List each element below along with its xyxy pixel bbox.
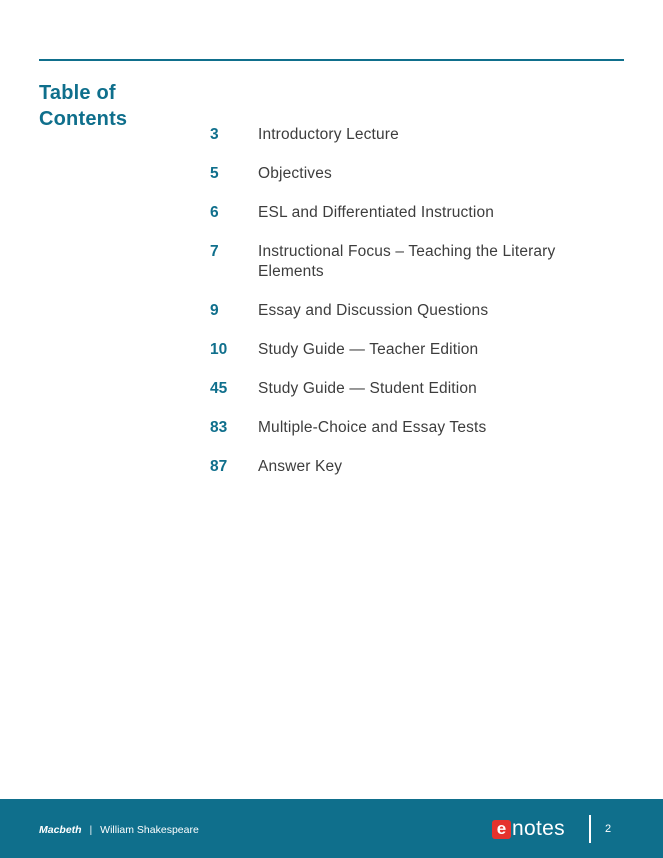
- toc-entry-title: Study Guide — Teacher Edition: [258, 341, 479, 358]
- toc-entry-title: Study Guide — Student Edition: [258, 380, 477, 397]
- toc-page-number: 10: [210, 341, 228, 358]
- footer-book-info: [39, 823, 199, 837]
- toc-entry-title: Multiple-Choice and Essay Tests: [258, 419, 487, 436]
- toc-page-number: 45: [210, 380, 228, 397]
- footer-author: William Shakespeare: [100, 824, 199, 836]
- toc-entry-title: Answer Key: [258, 458, 343, 475]
- toc-entry-title: ESL and Differentiated Instruction: [258, 204, 495, 221]
- toc-entry[interactable]: [210, 202, 610, 223]
- toc-entry[interactable]: [210, 300, 610, 321]
- toc-entry[interactable]: [210, 339, 610, 360]
- toc-entry[interactable]: [210, 241, 610, 282]
- enotes-logo-text: notes: [512, 817, 565, 840]
- toc-entry[interactable]: [210, 378, 610, 399]
- toc-page-number: 5: [210, 165, 219, 182]
- footer-divider: [589, 815, 591, 843]
- toc-page-number: 7: [210, 243, 219, 260]
- header-rule: [39, 59, 624, 61]
- page-number: 2: [605, 823, 612, 835]
- page-title: Table of Contents: [39, 82, 128, 130]
- toc-entry[interactable]: [210, 163, 610, 184]
- enotes-logo-mark: e: [492, 820, 511, 839]
- toc-page-number: 87: [210, 458, 228, 475]
- toc-entry[interactable]: [210, 417, 610, 438]
- toc-page-number: 9: [210, 302, 219, 319]
- toc-entry-title: Introductory Lecture: [258, 126, 399, 143]
- toc-entry[interactable]: [210, 456, 610, 477]
- toc-page-number: 83: [210, 419, 228, 436]
- toc-page-number: 6: [210, 204, 219, 221]
- toc-entry-title: Essay and Discussion Questions: [258, 302, 489, 319]
- enotes-logo: [492, 818, 565, 840]
- toc-entry[interactable]: [210, 124, 610, 145]
- toc-entry-title: Objectives: [258, 165, 332, 182]
- toc-list: [210, 124, 610, 495]
- footer-book-title: Macbeth: [39, 824, 82, 836]
- toc-entry-title: Instructional Focus – Teaching the Literary Elements: [258, 243, 556, 280]
- toc-page-number: 3: [210, 126, 219, 143]
- page-footer: [0, 799, 663, 858]
- footer-separator: |: [89, 824, 93, 836]
